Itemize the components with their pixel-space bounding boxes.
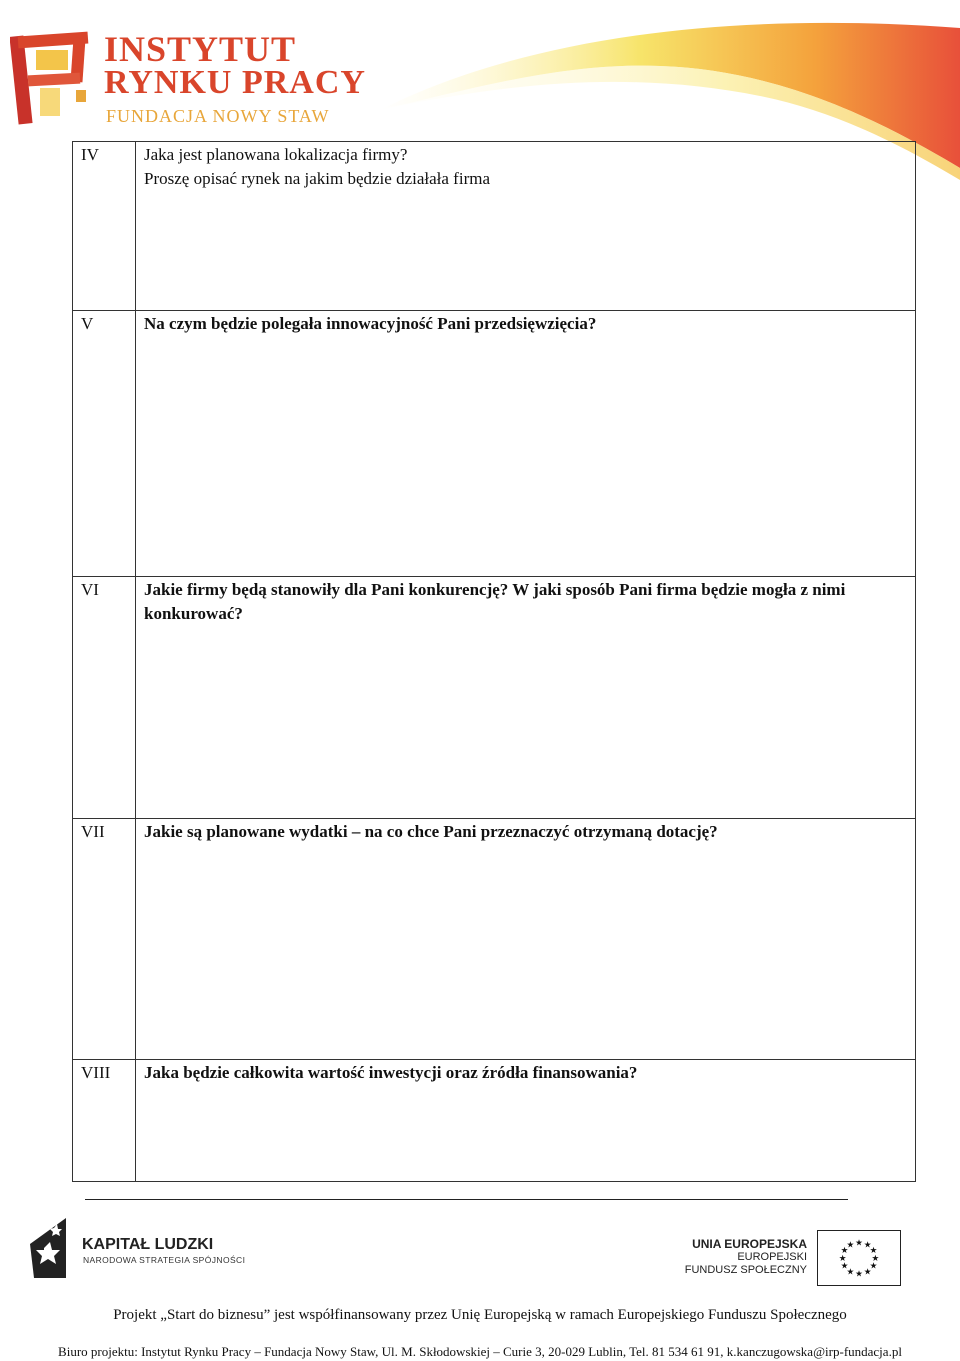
answer-cell[interactable] bbox=[136, 311, 916, 577]
kapital-ludzki-subtitle: NARODOWA STRATEGIA SPÓJNOŚCI bbox=[83, 1255, 246, 1265]
svg-text:★: ★ bbox=[840, 1246, 849, 1257]
row-number: V bbox=[73, 311, 136, 577]
svg-text:★: ★ bbox=[855, 1269, 863, 1280]
question-text: Jakie są planowane wydatki – na co chce Pani przeznaczyć otrzymaną dotację? bbox=[144, 822, 718, 841]
eu-line-1: UNIA EUROPEJSKA bbox=[692, 1237, 807, 1251]
questionnaire-table bbox=[72, 141, 916, 1182]
eu-line-2: EUROPEJSKI bbox=[737, 1251, 807, 1263]
svg-text:★: ★ bbox=[871, 1253, 880, 1264]
logo-text-fundacja: FUNDACJA NOWY STAW bbox=[106, 106, 330, 126]
table-row bbox=[73, 311, 916, 577]
logo-text-instytut: INSTYTUT bbox=[104, 29, 297, 69]
eu-label bbox=[685, 1238, 807, 1277]
row-number: VIII bbox=[73, 1060, 136, 1182]
project-office-address: Biuro projektu: Instytut Rynku Pracy – Fundacja Nowy Staw, Ul. M. Skłodowskiej – Curie 3, 20-029 Lublin, Tel. 81 534 61 91, k.kanczugowska@irp-fundacja.pl bbox=[58, 1344, 902, 1359]
svg-text:★: ★ bbox=[855, 1238, 863, 1249]
logo-mark-icon bbox=[10, 28, 98, 128]
row-number: IV bbox=[73, 142, 136, 311]
svg-text:★: ★ bbox=[846, 1267, 855, 1278]
row-number: VII bbox=[73, 819, 136, 1060]
answer-cell[interactable] bbox=[136, 819, 916, 1060]
question-text: Jakie firmy będą stanowiły dla Pani konkurencję? W jaki sposób Pani firma będzie mogła z nimi konkurować? bbox=[144, 580, 846, 623]
svg-text:★: ★ bbox=[846, 1240, 855, 1251]
logo-text-rynku-pracy: RYNKU PRACY bbox=[104, 64, 366, 101]
svg-text:★: ★ bbox=[863, 1240, 872, 1251]
answer-cell[interactable] bbox=[136, 142, 916, 311]
instytut-rynku-pracy-logo bbox=[8, 24, 368, 134]
table-row bbox=[73, 1060, 916, 1182]
svg-text:★: ★ bbox=[840, 1261, 849, 1272]
question-text: Na czym będzie polegała innowacyjność Pani przedsięwzięcia? bbox=[144, 314, 597, 333]
kapital-ludzki-title: KAPITAŁ LUDZKI bbox=[82, 1236, 214, 1253]
svg-text:★: ★ bbox=[838, 1253, 847, 1264]
svg-text:★: ★ bbox=[869, 1261, 878, 1272]
table-row bbox=[73, 819, 916, 1060]
eu-flag-icon bbox=[817, 1230, 901, 1286]
question-text-extra: Proszę opisać rynek na jakim będzie działała firma bbox=[144, 169, 490, 188]
row-number: VI bbox=[73, 577, 136, 819]
footer-divider bbox=[85, 1199, 848, 1200]
answer-cell[interactable] bbox=[136, 1060, 916, 1182]
svg-text:★: ★ bbox=[863, 1267, 872, 1278]
question-text: Jaka będzie całkowita wartość inwestycji oraz źródła finansowania? bbox=[144, 1063, 638, 1082]
table-row bbox=[73, 142, 916, 311]
eu-line-3: FUNDUSZ SPOŁECZNY bbox=[684, 1264, 807, 1276]
answer-cell[interactable] bbox=[136, 577, 916, 819]
table-row bbox=[73, 577, 916, 819]
project-funding-note: Projekt „Start do biznesu” jest współfinansowany przez Unię Europejską w ramach Europejskiego Funduszu Społecznego bbox=[113, 1307, 847, 1323]
svg-text:★: ★ bbox=[869, 1246, 878, 1257]
question-text: Jaka jest planowana lokalizacja firmy? bbox=[144, 145, 408, 164]
